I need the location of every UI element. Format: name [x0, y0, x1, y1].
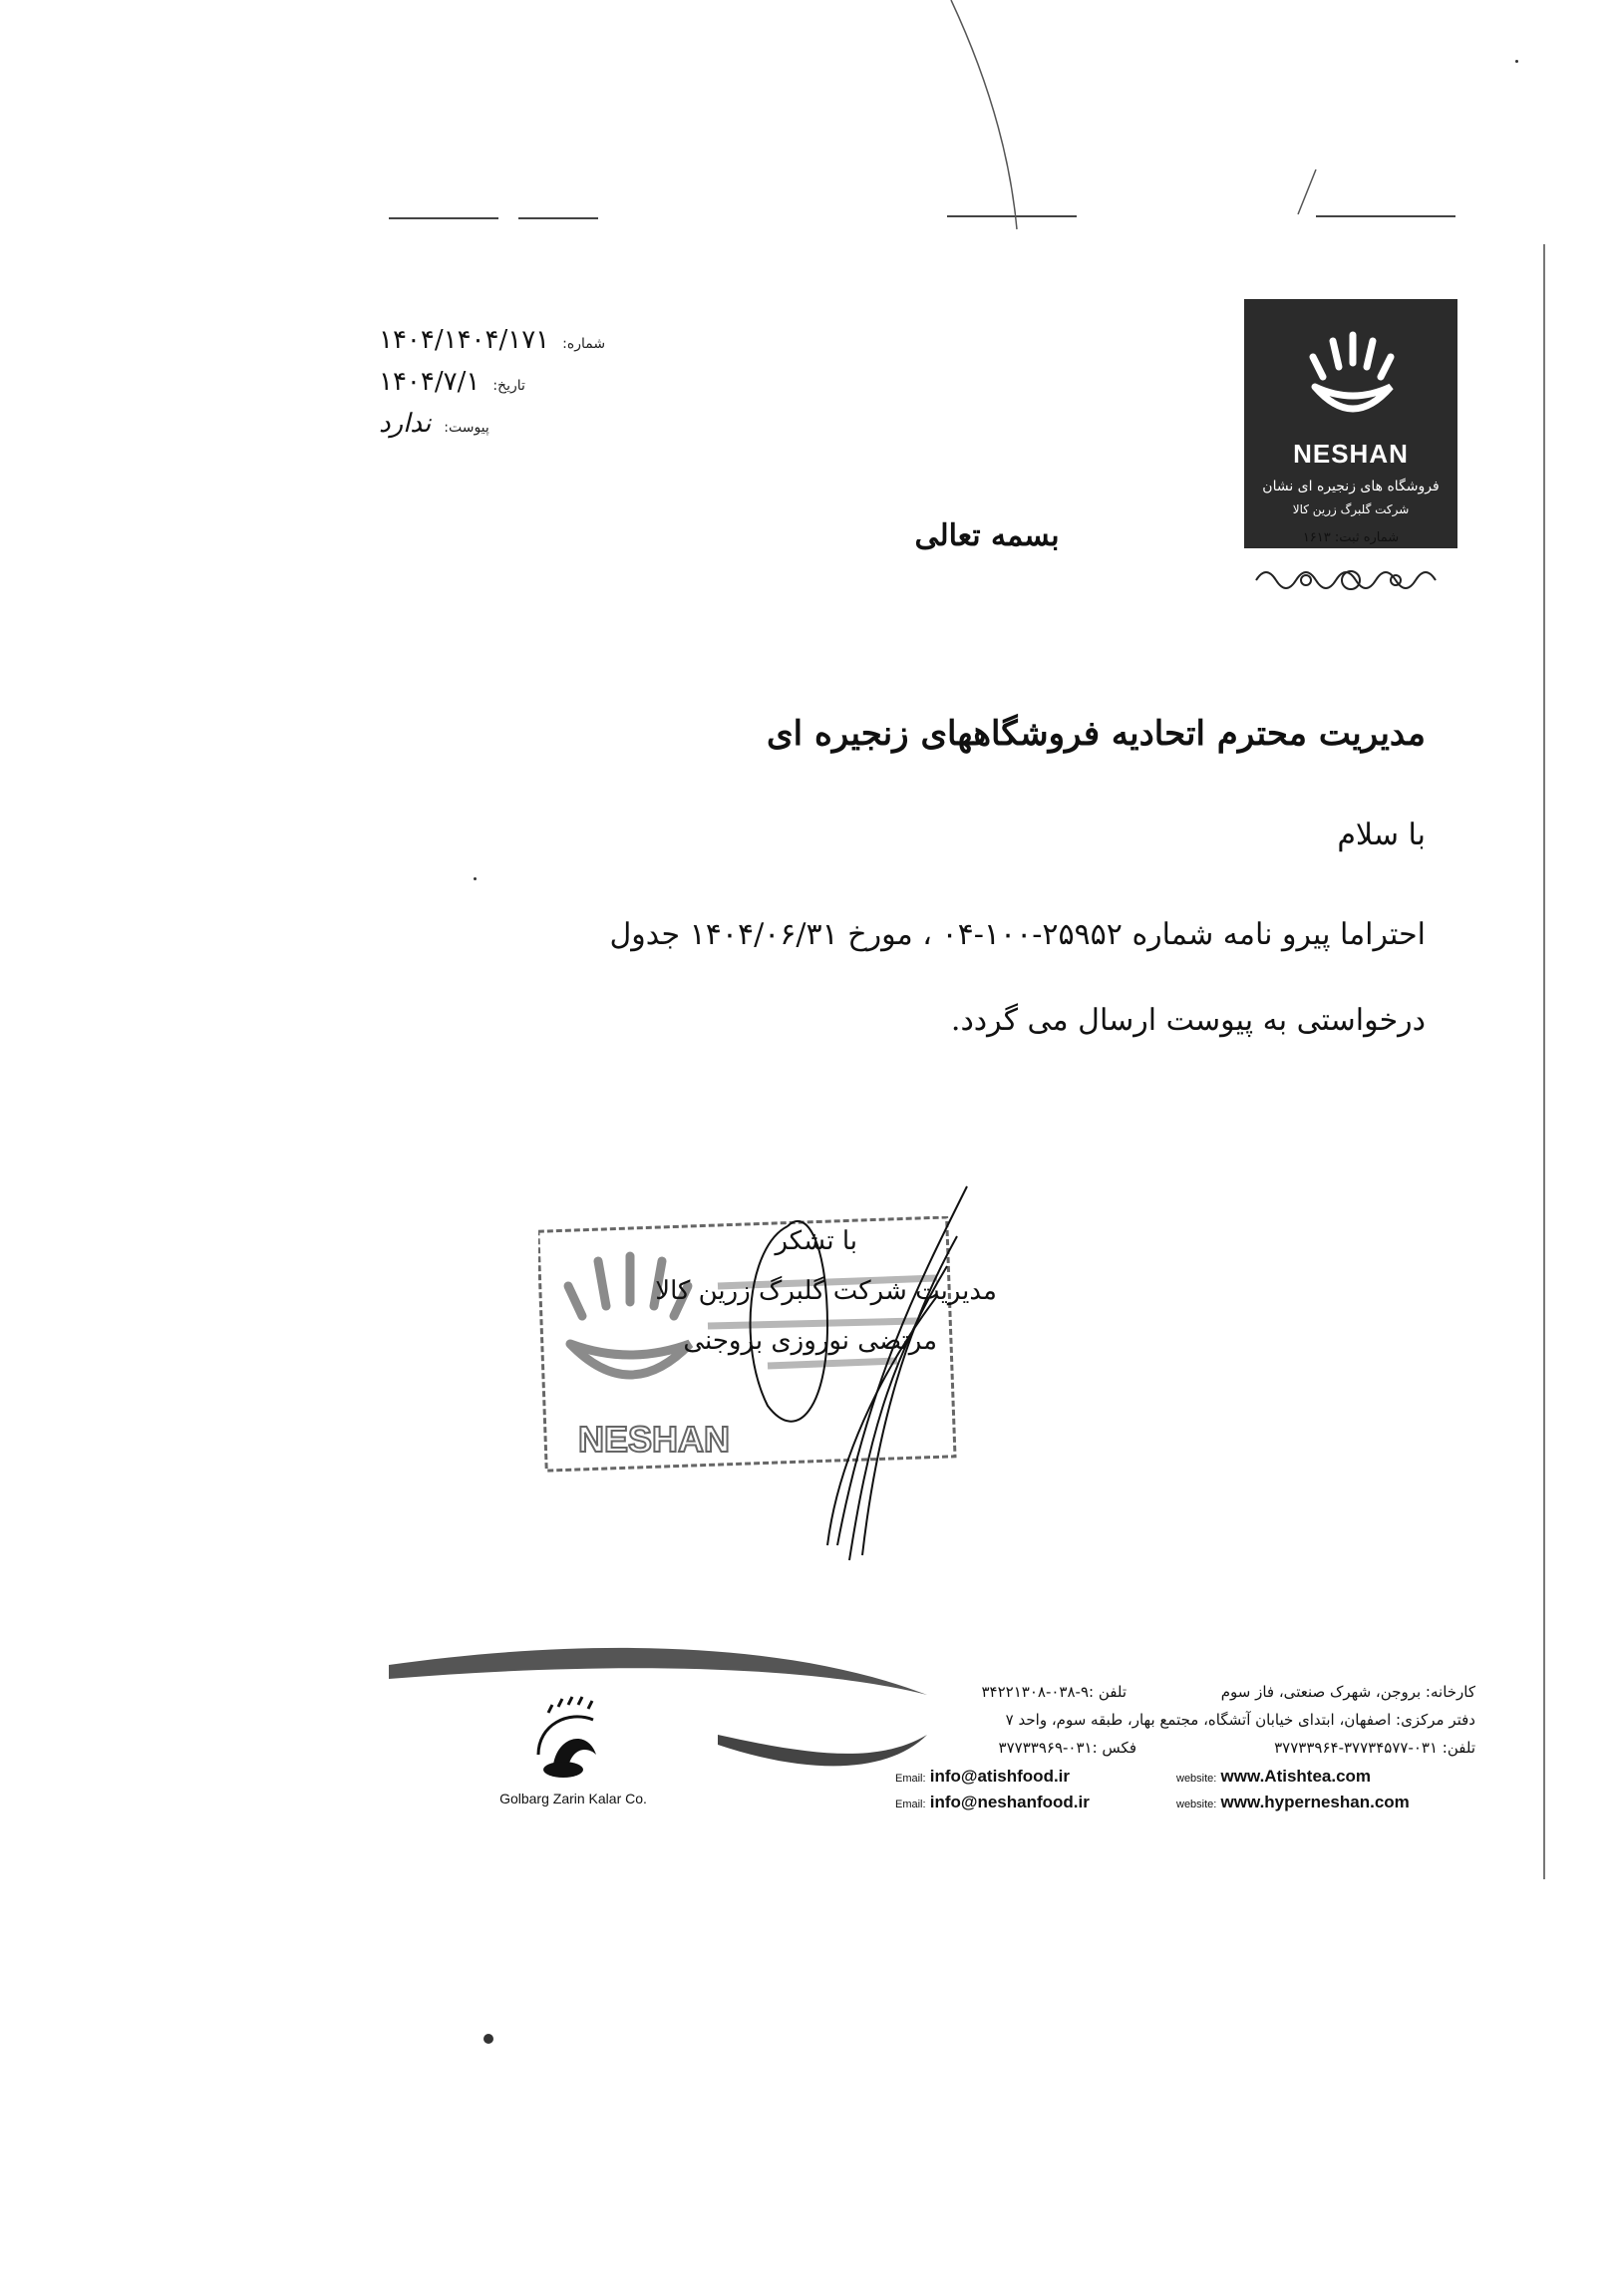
scan-speck: [484, 2034, 493, 2044]
website-2: website: www.hyperneshan.com: [1176, 1793, 1410, 1811]
sun-rays-icon: [1301, 319, 1401, 429]
svg-text:NESHAN: NESHAN: [578, 1419, 731, 1460]
office-phone: تلفن: ۰۳۱-۳۷۷۳۴۵۷۷-۳۷۷۳۳۹۶۴: [1274, 1739, 1475, 1757]
body-line-2: درخواستی به پیوست ارسال می گردد.: [950, 1003, 1426, 1038]
letter-number: شماره: ۱۴۰۴/۱۴۰۴/۱۷۱: [379, 325, 606, 355]
scan-edge-line: [1543, 244, 1545, 1879]
scan-artifact: [518, 217, 598, 219]
office-address: دفتر مرکزی: اصفهان، ابتدای خیابان آتشگاه، مجتمع بهار، طبقه سوم، واحد ۷: [1005, 1711, 1475, 1729]
signatory-title: مدیریت شرکت گلبرگ زرین کالا: [655, 1276, 997, 1306]
registration-number: شماره ثبت: ۱۶۱۳: [1302, 530, 1400, 545]
letter-date: تاریخ: ۱۴۰۴/۷/۱: [379, 367, 525, 397]
scan-speck: [474, 877, 477, 880]
factory-address: کارخانه: بروجن، شهرک صنعتی، فاز سوم: [1220, 1683, 1475, 1701]
website-1: website: www.Atishtea.com: [1176, 1767, 1372, 1786]
recipient-line: مدیریت محترم اتحادیه فروشگاههای زنجیره ای: [767, 714, 1426, 754]
scan-artifact: [389, 217, 498, 219]
email-1: Email: info@atishfood.ir: [895, 1767, 1071, 1786]
factory-phone: تلفن :۹-۰۳۸-۳۴۲۲۱۳۰۸: [981, 1683, 1127, 1701]
neshan-logo: NESHAN فروشگاه های زنجیره ای نشان شرکت گلبرگ زرین کالا: [1244, 299, 1457, 548]
invocation-heading: بسمه تعالی: [914, 518, 1060, 553]
body-line-1: احتراما پیرو نامه شماره ۲۵۹۵۲-۱۰۰-۰۴ ، مورخ ۱۴۰۴/۰۶/۳۱ جدول: [609, 917, 1426, 952]
email-2: Email: info@neshanfood.ir: [895, 1793, 1090, 1811]
scan-marks: [947, 0, 1326, 239]
footer-wave-graphic: [389, 1635, 927, 1775]
golbarg-company-logo: [518, 1695, 618, 1785]
scan-artifact: [1316, 215, 1455, 217]
scan-speck: [1515, 60, 1518, 63]
greeting: با سلام: [1337, 818, 1426, 852]
ornament-icon: [1246, 558, 1455, 598]
handwritten-signature: [638, 1147, 997, 1565]
letter-meta: [379, 321, 648, 447]
signatory-name: مرتضی نوروزی بروجنی: [683, 1326, 937, 1356]
closing-thanks: با تشکر: [775, 1226, 857, 1256]
company-name: Golbarg Zarin Kalar Co.: [499, 1791, 647, 1806]
letter-attachment: پیوست: ندارد: [379, 409, 489, 439]
office-fax: فکس :۰۳۱-۳۷۷۳۳۹۶۹: [998, 1739, 1136, 1757]
